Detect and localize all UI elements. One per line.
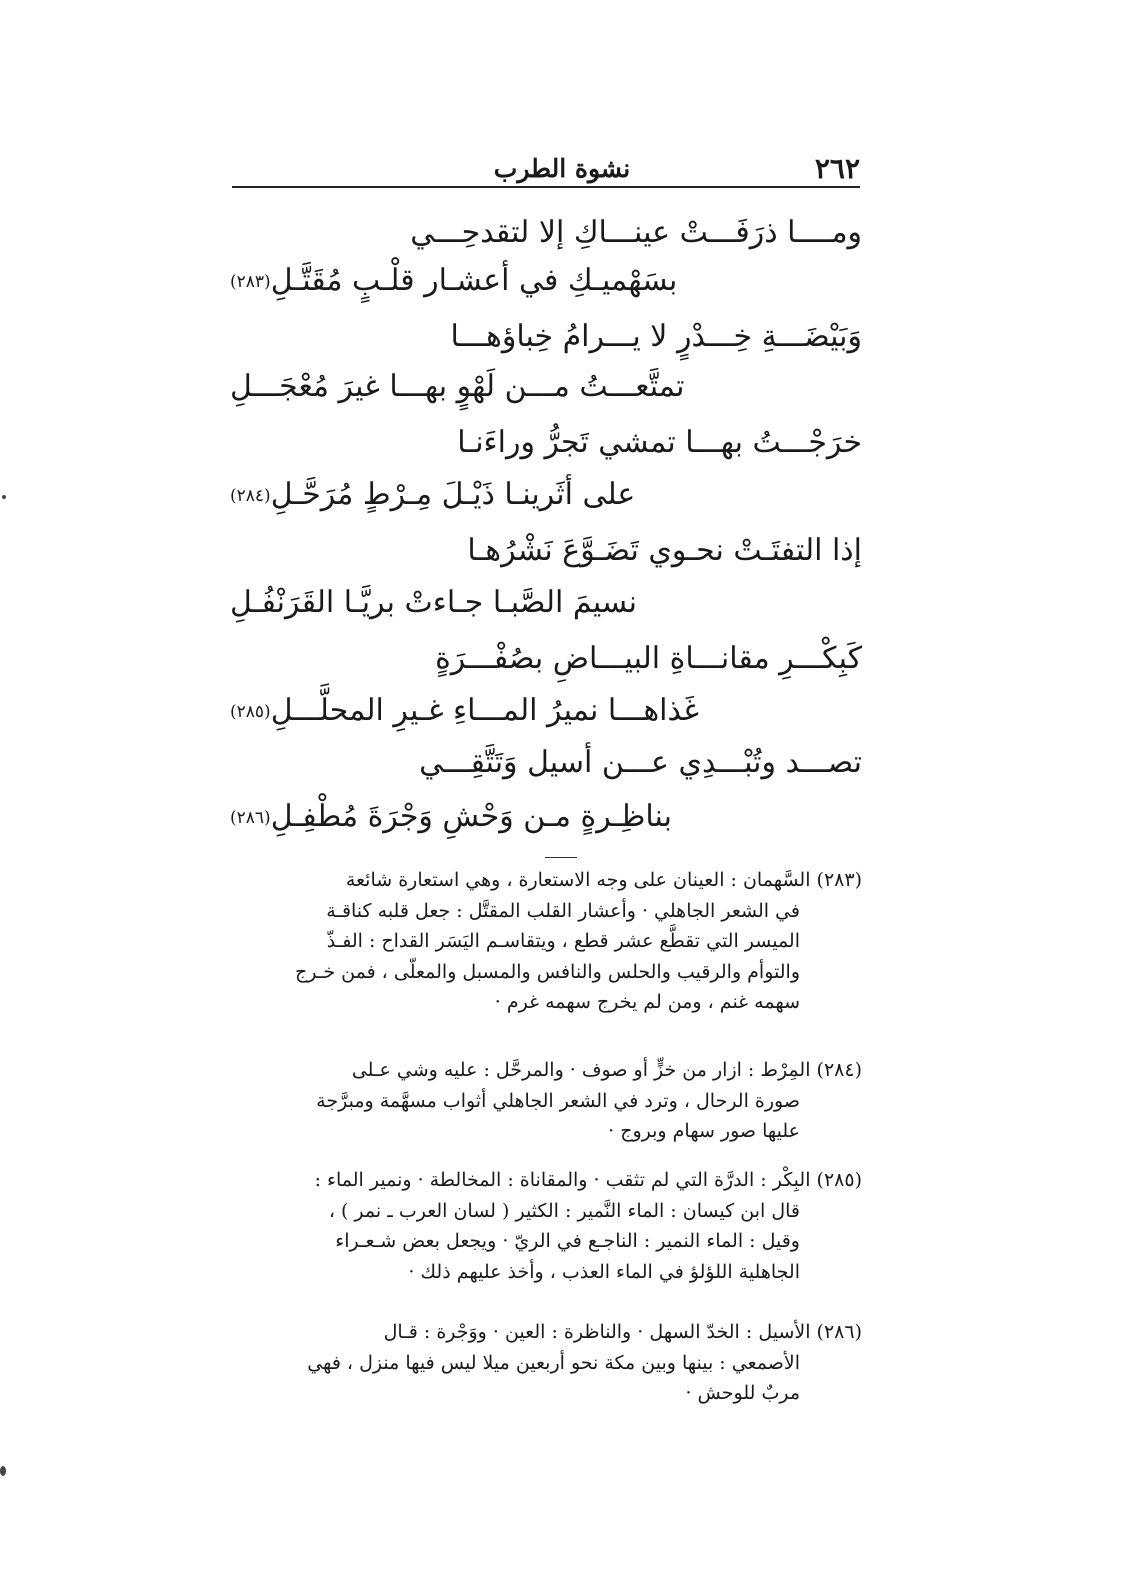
footnote-text: المِرْط : ازار من خزٍّ أو صوف · والمرحَّل : عليه وشي عـلى: [351, 1059, 811, 1081]
footnote-line: قال ابن كيسان : الماء النَّمير : الكثير ( لسان العرب ـ نمر ) ،: [328, 1199, 800, 1222]
verse-2-second-text: تمتَّعـــتُ مـــن لَهْوٍ بهـــا غيرَ مُعْجَـــلِ: [230, 369, 685, 404]
verse-6-second-hemistich: [230, 792, 712, 842]
verse-2-first-hemistich: وَبَيْضَـــةِ خِـــدْرٍ لا يـــرامُ خِباؤهـــا: [450, 319, 862, 354]
footnote-ref-283: (٢٨٣): [230, 272, 271, 292]
verse-5-first-hemistich: كَبِكْـــرِ مقانـــاةِ البيـــاضِ بصُفْـــرَةٍ: [435, 641, 862, 676]
verse-3-second-text: على أثَرينـا ذَيْـلَ مِـرْطٍ مُرَحَّـلِ: [270, 477, 636, 512]
footnote-line: [236, 1165, 862, 1196]
footnote-line: الميسر التي تقطَّع عشر قطع ، ويتقاسـم اليَسَر القداح : الفـذّ: [326, 930, 800, 952]
verse-5-second-text: غَذاهـــا نميرُ المـــاءِ غـيرِ المحلَّـــلِ: [270, 693, 699, 728]
verse-3-second-hemistich: [230, 470, 712, 520]
footnote-283: [236, 865, 862, 1018]
footnote-line: والتوأم والرقيب والحلس والنافس والمسبل والمعلّى ، فمن خـرج: [295, 960, 800, 983]
scan-edge-mark: [0, 1466, 6, 1476]
verse-3-first-hemistich: خرَجْـــتُ بهـــا تمشي تَجرُّ وراءَنـا: [457, 425, 862, 460]
footnote-line: [236, 865, 862, 896]
footnote-ref-286: (٢٨٦): [230, 808, 271, 828]
footnote-number: (٢٨٥): [816, 1169, 862, 1191]
footnote-text: السَّهمان : العينان على وجه الاستعارة ، وهي استعارة شائعة: [345, 869, 811, 891]
footnote-number: (٢٨٤): [816, 1059, 862, 1081]
footnote-number: (٢٨٣): [816, 869, 862, 891]
footnote-line: وقيل : الماء النمير : الناجـع في الريّ · ويجعل بعض شـعـراء: [335, 1230, 800, 1252]
footnote-line: مربٌ للوحش ·: [685, 1382, 800, 1404]
verse-6-second-text: بناظِـرةٍ مـن وَحْشِ وَجْرَةَ مُطْفِـلِ: [270, 799, 672, 834]
page-number: ٢٦٢: [814, 152, 860, 185]
footnote-line: الجاهلية اللؤلؤ في الماء العذب ، وأخذ عليهم ذلك ·: [408, 1260, 800, 1283]
header-rule: [232, 186, 860, 188]
verse-2-second-hemistich: [230, 362, 712, 412]
footnote-separator: [545, 857, 577, 858]
verse-1-first-hemistich: ومــــا ذرَفَـــتْ عينـــاكِ إلا لتقدحِـــي: [410, 215, 862, 250]
footnote-text: البِكْر : الدرَّة التي لم تثقب · والمقاناة : المخالطة · ونمير الماء :: [314, 1169, 811, 1191]
footnote-line: عليها صور سهام وبروج ·: [608, 1120, 800, 1142]
footnote-ref-284: (٢٨٤): [230, 486, 271, 506]
footnote-number: (٢٨٦): [816, 1321, 862, 1343]
verse-4-second-hemistich: [230, 578, 712, 628]
running-header: [232, 150, 860, 190]
scan-edge-mark: [2, 495, 6, 499]
footnote-line: [236, 1317, 862, 1348]
footnote-286: [236, 1317, 862, 1409]
verse-4-first-hemistich: إذا التفتَـتْ نحـوي تَضَـوَّعَ نَشْرُهـا: [467, 533, 862, 568]
footnote-ref-285: (٢٨٥): [230, 702, 271, 722]
verse-4-second-text: نسيمَ الصَّبـا جـاءتْ بريَّـا القَرَنْفُـلِ: [230, 585, 637, 620]
footnote-284: [236, 1055, 862, 1147]
footnote-line: الأصمعي : بينها وبين مكة نحو أربعين ميلا ليس فيها منزل ، فهي: [307, 1351, 800, 1374]
footnote-text: الأسيل : الخدّ السهل · والناظرة : العين · ووَجْرة : قـال: [383, 1321, 811, 1343]
verse-5-second-hemistich: [230, 686, 712, 736]
verse-1-second-text: بسَهْميـكِ في أعشـار قلْـبٍ مُقَتَّـلِ: [270, 263, 678, 298]
verse-6-first-hemistich: تصـــد وتُبْـــدِي عـــن أسيل وَتَتَّقِـــي: [419, 745, 862, 780]
footnote-line: في الشعر الجاهلي · وأعشار القلب المقتَّل : جعل قلبه كناقـة: [326, 899, 800, 922]
footnote-285: [236, 1165, 862, 1287]
footnote-line: صورة الرحال ، وترد في الشعر الجاهلي أثواب مسهَّمة ومبرَّجة: [316, 1089, 800, 1112]
running-title: نشوة الطرب: [493, 154, 631, 183]
footnote-line: [236, 1055, 862, 1086]
footnote-line: سهمه غنم ، ومن لم يخرج سهمه غرم ·: [494, 991, 800, 1013]
verse-1-second-hemistich: [230, 256, 712, 306]
